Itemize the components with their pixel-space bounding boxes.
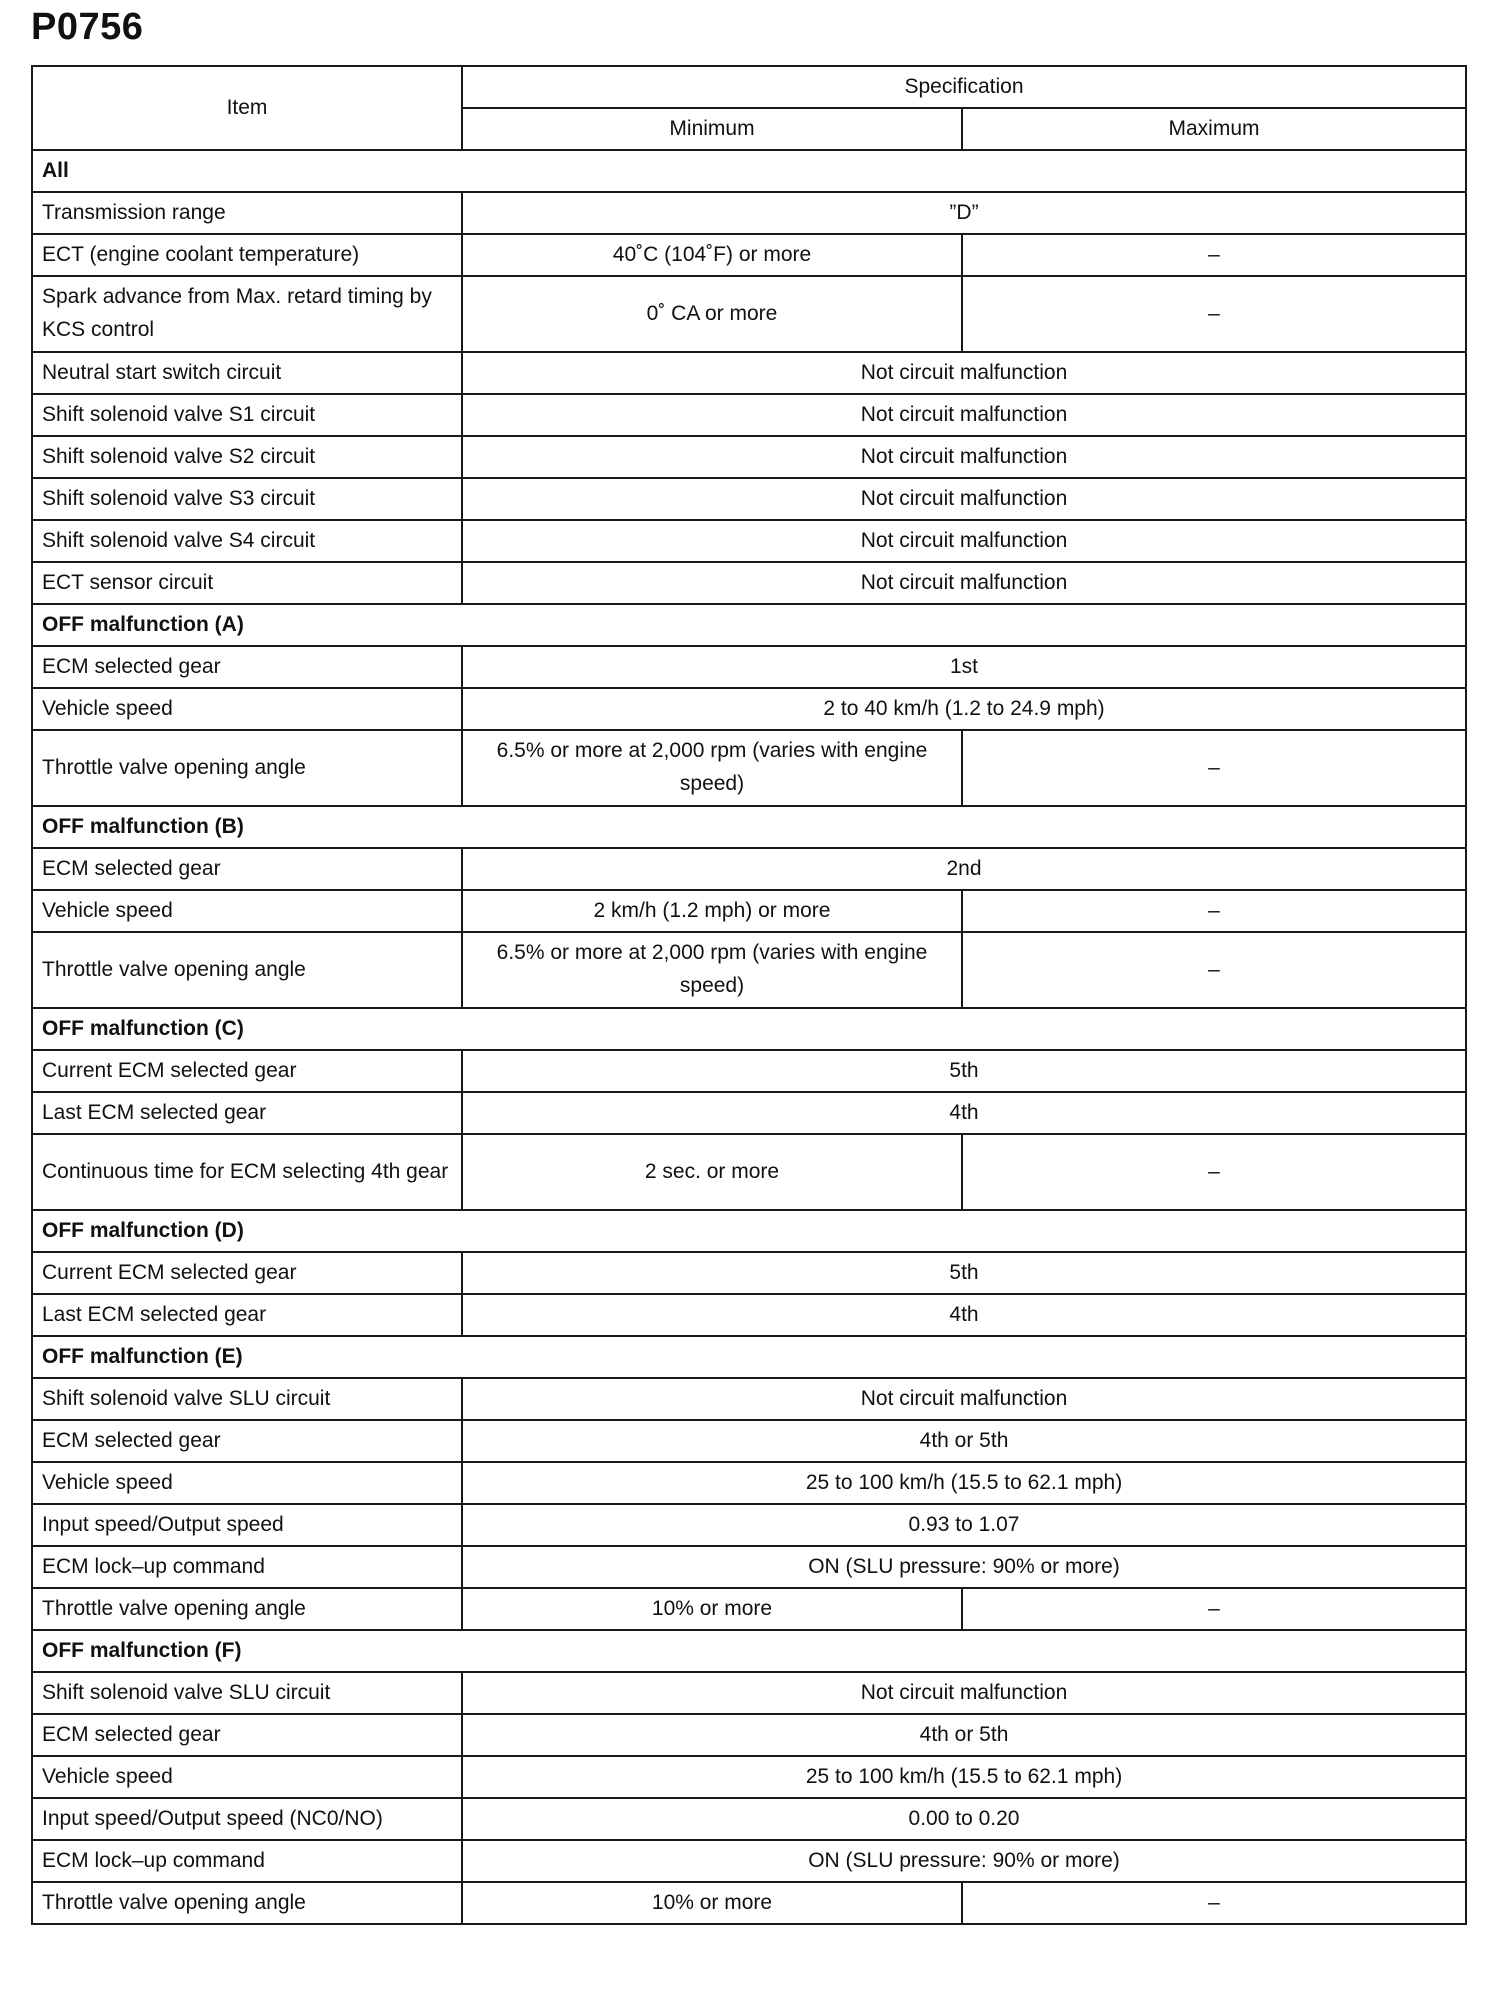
item-cell: Vehicle speed <box>32 688 462 730</box>
item-cell: Continuous time for ECM selecting 4th gear <box>32 1134 462 1210</box>
specification-cell: Not circuit malfunction <box>462 1378 1466 1420</box>
table-row <box>32 1462 1466 1504</box>
item-cell: Current ECM selected gear <box>32 1050 462 1092</box>
item-cell: Neutral start switch circuit <box>32 352 462 394</box>
specification-cell: Not circuit malfunction <box>462 478 1466 520</box>
specification-cell: 4th or 5th <box>462 1420 1466 1462</box>
table-row <box>32 890 1466 932</box>
table-row <box>32 730 1466 806</box>
item-cell: ECT (engine coolant temperature) <box>32 234 462 276</box>
table-row <box>32 848 1466 890</box>
section-heading: OFF malfunction (F) <box>32 1630 1466 1672</box>
item-cell: Throttle valve opening angle <box>32 1882 462 1924</box>
section-heading: All <box>32 150 1466 192</box>
table-row <box>32 1798 1466 1840</box>
table-row <box>32 932 1466 1008</box>
specification-cell: Not circuit malfunction <box>462 436 1466 478</box>
table-row <box>32 1420 1466 1462</box>
maximum-cell: – <box>962 234 1466 276</box>
table-row <box>32 276 1466 352</box>
table-row <box>32 234 1466 276</box>
minimum-cell: 40˚C (104˚F) or more <box>462 234 962 276</box>
table-row <box>32 1588 1466 1630</box>
table-body <box>32 150 1466 1924</box>
specification-column-header: Specification <box>462 66 1466 108</box>
item-cell: ECM lock–up command <box>32 1546 462 1588</box>
table-row <box>32 1882 1466 1924</box>
minimum-cell: 10% or more <box>462 1588 962 1630</box>
item-cell: Vehicle speed <box>32 1462 462 1504</box>
item-cell: ECM selected gear <box>32 1420 462 1462</box>
maximum-cell: – <box>962 1588 1466 1630</box>
maximum-column-header: Maximum <box>962 108 1466 150</box>
section-heading: OFF malfunction (E) <box>32 1336 1466 1378</box>
table-header <box>32 66 1466 150</box>
specification-cell: 4th or 5th <box>462 1714 1466 1756</box>
item-cell: ECM selected gear <box>32 848 462 890</box>
maximum-cell: – <box>962 890 1466 932</box>
minimum-cell: 10% or more <box>462 1882 962 1924</box>
item-cell: Shift solenoid valve S3 circuit <box>32 478 462 520</box>
specification-cell: Not circuit malfunction <box>462 394 1466 436</box>
item-cell: ECM selected gear <box>32 1714 462 1756</box>
section-heading: OFF malfunction (D) <box>32 1210 1466 1252</box>
specification-cell: ON (SLU pressure: 90% or more) <box>462 1840 1466 1882</box>
minimum-cell: 2 km/h (1.2 mph) or more <box>462 890 962 932</box>
table-row <box>32 1252 1466 1294</box>
section-row <box>32 150 1466 192</box>
table-row <box>32 562 1466 604</box>
specification-cell: Not circuit malfunction <box>462 562 1466 604</box>
minimum-column-header: Minimum <box>462 108 962 150</box>
minimum-cell: 6.5% or more at 2,000 rpm (varies with engine speed) <box>462 730 962 806</box>
table-row <box>32 1672 1466 1714</box>
specification-cell: 25 to 100 km/h (15.5 to 62.1 mph) <box>462 1756 1466 1798</box>
item-cell: Spark advance from Max. retard timing by KCS control <box>32 276 462 352</box>
section-heading: OFF malfunction (A) <box>32 604 1466 646</box>
section-heading: OFF malfunction (B) <box>32 806 1466 848</box>
item-cell: ECM selected gear <box>32 646 462 688</box>
item-cell: Shift solenoid valve SLU circuit <box>32 1378 462 1420</box>
specification-cell: Not circuit malfunction <box>462 520 1466 562</box>
item-cell: Input speed/Output speed <box>32 1504 462 1546</box>
table-row <box>32 1050 1466 1092</box>
specification-cell: 5th <box>462 1050 1466 1092</box>
specification-cell: 5th <box>462 1252 1466 1294</box>
specification-cell: 4th <box>462 1294 1466 1336</box>
item-cell: Vehicle speed <box>32 1756 462 1798</box>
table-row <box>32 436 1466 478</box>
item-cell: Shift solenoid valve SLU circuit <box>32 1672 462 1714</box>
table-row <box>32 1092 1466 1134</box>
section-row <box>32 806 1466 848</box>
specification-cell: Not circuit malfunction <box>462 1672 1466 1714</box>
table-row <box>32 1294 1466 1336</box>
specification-cell: Not circuit malfunction <box>462 352 1466 394</box>
table-row <box>32 478 1466 520</box>
item-cell: Throttle valve opening angle <box>32 1588 462 1630</box>
item-cell: Shift solenoid valve S1 circuit <box>32 394 462 436</box>
section-row <box>32 1336 1466 1378</box>
specification-cell: ”D” <box>462 192 1466 234</box>
item-cell: Input speed/Output speed (NC0/NO) <box>32 1798 462 1840</box>
item-cell: Transmission range <box>32 192 462 234</box>
section-row <box>32 1630 1466 1672</box>
maximum-cell: – <box>962 932 1466 1008</box>
table-row <box>32 1840 1466 1882</box>
minimum-cell: 0˚ CA or more <box>462 276 962 352</box>
section-row <box>32 1210 1466 1252</box>
specification-table <box>31 65 1467 1925</box>
table-row <box>32 394 1466 436</box>
specification-cell: 0.00 to 0.20 <box>462 1798 1466 1840</box>
item-cell: Current ECM selected gear <box>32 1252 462 1294</box>
table-row <box>32 1714 1466 1756</box>
item-cell: Shift solenoid valve S4 circuit <box>32 520 462 562</box>
item-cell: Last ECM selected gear <box>32 1092 462 1134</box>
item-column-header: Item <box>32 66 462 150</box>
item-cell: Throttle valve opening angle <box>32 730 462 806</box>
table-row <box>32 1134 1466 1210</box>
table-row <box>32 352 1466 394</box>
specification-cell: 4th <box>462 1092 1466 1134</box>
table-row <box>32 1546 1466 1588</box>
maximum-cell: – <box>962 276 1466 352</box>
item-cell: ECT sensor circuit <box>32 562 462 604</box>
table-row <box>32 688 1466 730</box>
maximum-cell: – <box>962 1882 1466 1924</box>
page-title: P0756 <box>31 6 144 48</box>
item-cell: Throttle valve opening angle <box>32 932 462 1008</box>
item-cell: ECM lock–up command <box>32 1840 462 1882</box>
minimum-cell: 6.5% or more at 2,000 rpm (varies with engine speed) <box>462 932 962 1008</box>
specification-cell: 25 to 100 km/h (15.5 to 62.1 mph) <box>462 1462 1466 1504</box>
specification-cell: ON (SLU pressure: 90% or more) <box>462 1546 1466 1588</box>
specification-cell: 2nd <box>462 848 1466 890</box>
item-cell: Shift solenoid valve S2 circuit <box>32 436 462 478</box>
section-row <box>32 604 1466 646</box>
specification-cell: 2 to 40 km/h (1.2 to 24.9 mph) <box>462 688 1466 730</box>
table-row <box>32 1378 1466 1420</box>
table-row <box>32 1756 1466 1798</box>
specification-cell: 0.93 to 1.07 <box>462 1504 1466 1546</box>
table-row <box>32 520 1466 562</box>
maximum-cell: – <box>962 730 1466 806</box>
specification-cell: 1st <box>462 646 1466 688</box>
minimum-cell: 2 sec. or more <box>462 1134 962 1210</box>
section-row <box>32 1008 1466 1050</box>
item-cell: Vehicle speed <box>32 890 462 932</box>
item-cell: Last ECM selected gear <box>32 1294 462 1336</box>
table-row <box>32 192 1466 234</box>
section-heading: OFF malfunction (C) <box>32 1008 1466 1050</box>
table-row <box>32 646 1466 688</box>
table-row <box>32 1504 1466 1546</box>
maximum-cell: – <box>962 1134 1466 1210</box>
